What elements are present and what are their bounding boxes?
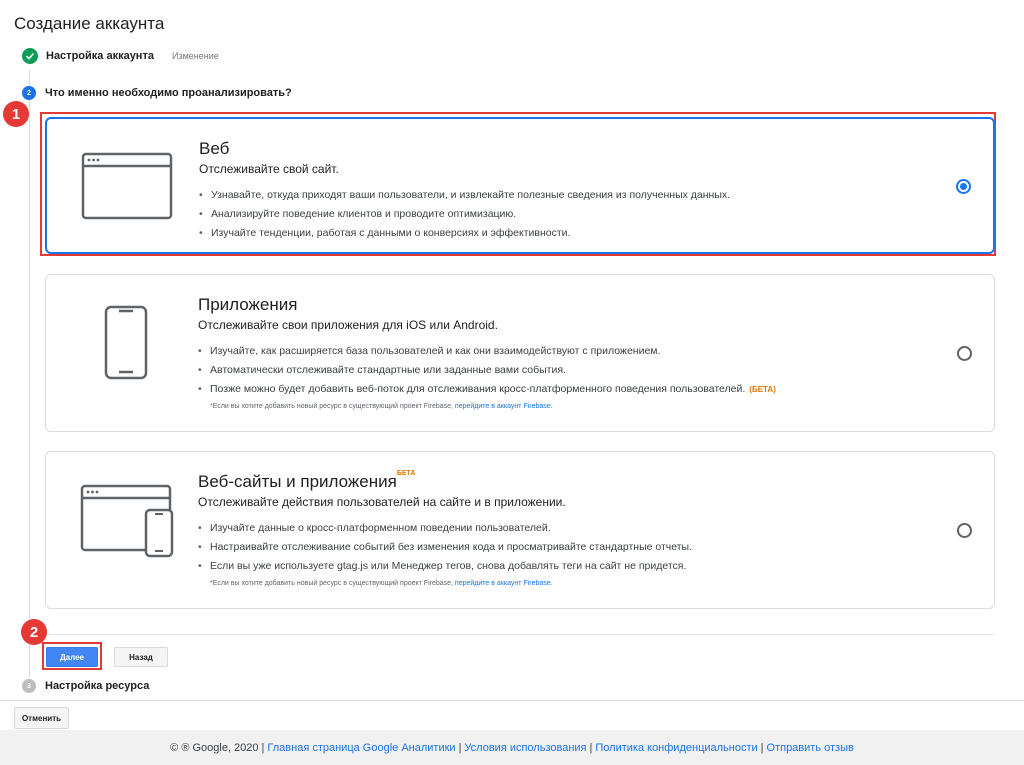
page-title: Создание аккаунта bbox=[14, 14, 165, 33]
footer-link-analytics-home[interactable]: Главная страница Google Аналитики bbox=[267, 741, 456, 754]
bullet-item: • Анализируйте поведение клиентов и проводите оптимизацию. bbox=[199, 205, 730, 224]
step-account-setup bbox=[22, 48, 219, 64]
step-2-number: 2 bbox=[22, 86, 36, 100]
separator: | bbox=[261, 741, 265, 754]
bullet-item: • Узнавайте, откуда приходят ваши пользователи, и извлекайте полезные сведения из полученных данных. bbox=[199, 186, 730, 205]
bullet-item: • Изучайте тенденции, работая с данными о конверсиях и эффективности. bbox=[199, 224, 730, 243]
step-1-title: Настройка аккаунта bbox=[46, 50, 154, 62]
browser-window-icon bbox=[81, 152, 173, 225]
copyright: © ® Google, 2020 bbox=[170, 741, 259, 754]
note-text: *Если вы хотите добавить новый ресурс в существующий проект Firebase, bbox=[210, 580, 455, 587]
bullet-item: • Настраивайте отслеживание событий без изменения кода и просматривайте стандартные отчеты. bbox=[198, 538, 692, 557]
bullet-item: • Если вы уже используете gtag.js или Менеджер тегов, снова добавлять теги на сайт не придется. bbox=[198, 557, 692, 576]
firebase-note-web-and-apps bbox=[198, 580, 692, 587]
browser-and-phone-icon bbox=[80, 484, 176, 563]
step-3-title: Настройка ресурса bbox=[45, 680, 150, 692]
check-icon bbox=[22, 48, 38, 64]
bullet-text: Позже можно будет добавить веб-поток для отслеживания кросс-платформенного поведения пользователей. bbox=[210, 383, 746, 395]
radio-web[interactable] bbox=[956, 179, 971, 194]
footer bbox=[0, 730, 1024, 765]
note-end: . bbox=[550, 580, 553, 587]
annotation-marker-2: 2 bbox=[21, 619, 47, 645]
next-button[interactable]: Далее bbox=[46, 647, 98, 667]
note-text: *Если вы хотите добавить новый ресурс в существующий проект Firebase, bbox=[210, 403, 455, 410]
step-what-to-analyze bbox=[22, 86, 292, 100]
divider bbox=[0, 700, 1024, 701]
option-title-apps: Приложения bbox=[198, 295, 298, 314]
step-2-title: Что именно необходимо проанализировать? bbox=[45, 87, 292, 99]
beta-badge: (БЕТА) bbox=[749, 385, 776, 394]
divider bbox=[44, 634, 994, 635]
note-end: . bbox=[550, 403, 553, 410]
footer-link-terms[interactable]: Условия использования bbox=[464, 741, 587, 754]
option-subtitle-apps: Отслеживайте свои приложения для iOS или Android. bbox=[198, 318, 498, 332]
option-card-web-and-apps[interactable] bbox=[45, 451, 995, 609]
separator: | bbox=[760, 741, 764, 754]
firebase-note-apps bbox=[198, 403, 776, 410]
option-card-apps[interactable] bbox=[45, 274, 995, 432]
firebase-link[interactable]: перейдите в аккаунт Firebase bbox=[454, 580, 551, 587]
option-subtitle-web-and-apps: Отслеживайте действия пользователей на сайте и в приложении. bbox=[198, 495, 566, 509]
footer-link-privacy[interactable]: Политика конфиденциальности bbox=[595, 741, 758, 754]
option-bullets-web-and-apps bbox=[198, 519, 692, 576]
firebase-link[interactable]: перейдите в аккаунт Firebase bbox=[454, 403, 551, 410]
step-property-setup bbox=[22, 679, 149, 693]
bullet-item: • Автоматически отслеживайте стандартные или заданные вами события. bbox=[198, 361, 776, 380]
bullet-item bbox=[198, 380, 776, 399]
beta-superscript: БЕТА bbox=[396, 470, 416, 477]
footer-link-feedback[interactable]: Отправить отзыв bbox=[766, 741, 854, 754]
separator: | bbox=[589, 741, 593, 754]
radio-apps[interactable] bbox=[957, 346, 972, 361]
annotation-marker-1: 1 bbox=[3, 101, 29, 127]
option-title-web-and-apps: Веб-сайты и приложения bbox=[198, 472, 397, 491]
radio-web-and-apps[interactable] bbox=[957, 523, 972, 538]
option-title-row bbox=[198, 472, 692, 492]
separator: | bbox=[458, 741, 462, 754]
bullet-item: • Изучайте данные о кросс-платформенном поведении пользователей. bbox=[198, 519, 692, 538]
option-title-web: Веб bbox=[199, 139, 230, 158]
bullet-item: • Изучайте, как расширяется база пользователей и как они взаимодействуют с приложением. bbox=[198, 342, 776, 361]
cancel-button[interactable]: Отменить bbox=[14, 707, 69, 729]
smartphone-icon bbox=[104, 305, 148, 385]
stepper-line bbox=[29, 70, 30, 677]
option-subtitle-web: Отслеживайте свой сайт. bbox=[199, 162, 339, 176]
option-card-web[interactable] bbox=[45, 117, 995, 254]
option-bullets-web bbox=[199, 186, 730, 243]
option-bullets-apps bbox=[198, 342, 776, 399]
edit-link[interactable]: Изменение bbox=[171, 51, 219, 61]
back-button[interactable]: Назад bbox=[114, 647, 168, 667]
step-3-number: 3 bbox=[22, 679, 36, 693]
